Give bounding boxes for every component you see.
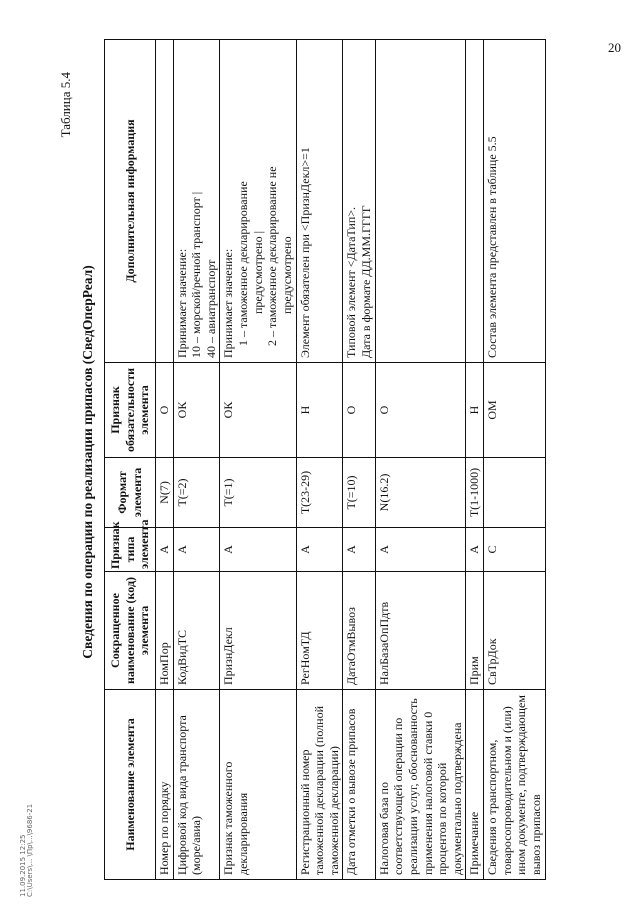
element-format-cell: N(16.2) <box>375 458 466 528</box>
element-format-cell: N(7) <box>155 458 173 528</box>
info-line: Состав элемента представлен в таблице 5.5 <box>485 136 499 358</box>
table-label: Таблица 5.4 <box>58 72 73 138</box>
element-format-cell: T(1-1000) <box>466 458 484 528</box>
info-line: предусмотрено <box>279 236 294 314</box>
info-line: 10 – морской/речной транспорт | <box>189 191 204 358</box>
element-name-cell: Дата отметки о вывозе припасов <box>343 690 375 880</box>
element-required-cell: ОМ <box>484 363 546 458</box>
info-line: Типовой элемент <ДатаТип>. <box>344 206 359 358</box>
table-title: Сведения по операции по реализации припасов (СведОперРеал) <box>80 265 95 659</box>
header-cell: Сокращенное наименование (код) элемента <box>105 572 156 690</box>
header-cell: Дополнительная информация <box>105 40 156 363</box>
info-line: Элемент обязателен при <ПризнДекл>=1 <box>297 147 312 358</box>
element-required-cell: О <box>343 363 375 458</box>
table-row <box>484 40 546 880</box>
additional-info-cell <box>155 40 173 363</box>
table-row <box>343 40 375 880</box>
info-line: 1 – таможенное декларирование <box>236 181 250 346</box>
header-cell: Наименование элемента <box>105 690 156 880</box>
element-name-cell: Цифровой код вида транспорта (море/авиа) <box>173 690 220 880</box>
info-line: Дата в формате ДД.ММ.ГГГГ <box>359 205 373 358</box>
element-type-cell: А <box>466 528 484 572</box>
element-type-cell: А <box>220 528 296 572</box>
element-type-cell: А <box>173 528 220 572</box>
element-name-cell: Сведения о транспортном, товаросопроводительном и (или) ином документе, подтверждающем вывоз припасов <box>484 690 546 880</box>
element-name-cell: Налоговая база по соответствующей операции по реализации услуг, обоснованность применения налоговой ставки 0 процентов по которой документально подтверждена <box>375 690 466 880</box>
table-row <box>375 40 466 880</box>
table-row <box>466 40 484 880</box>
element-required-cell: Н <box>296 363 343 458</box>
additional-info-cell <box>173 40 220 363</box>
additional-info-cell <box>375 40 466 363</box>
element-required-cell: ОК <box>220 363 296 458</box>
element-code-cell: РегНомТД <box>296 572 343 690</box>
table-row <box>155 40 173 880</box>
info-line: Принимает значение: <box>174 248 189 358</box>
element-format-cell: T(=1) <box>220 458 296 528</box>
element-format-cell: T(23-29) <box>296 458 343 528</box>
additional-info-cell <box>466 40 484 363</box>
header-cell: Признак обязательности элемента <box>105 363 156 458</box>
element-code-cell: НомПор <box>155 572 173 690</box>
header-cell: Признак типа элемента <box>105 528 156 572</box>
header-cell: Формат элемента <box>105 458 156 528</box>
element-required-cell: Н <box>466 363 484 458</box>
additional-info-cell <box>296 40 343 363</box>
element-name-cell: Признак таможенного декларирования <box>220 690 296 880</box>
elements-table <box>104 39 546 880</box>
rotated-table-sheet <box>56 32 561 892</box>
element-type-cell: А <box>155 528 173 572</box>
element-name-cell: Номер по порядку <box>155 690 173 880</box>
element-code-cell: Прим <box>466 572 484 690</box>
info-line: предусмотрено | <box>250 231 265 314</box>
element-code-cell: СвТрДок <box>484 572 546 690</box>
table-row <box>220 40 296 880</box>
table-header-row <box>105 40 156 880</box>
element-required-cell: ОК <box>173 363 220 458</box>
info-line: 40 – авиатранспорт <box>203 259 218 358</box>
additional-info-cell <box>220 40 296 363</box>
element-name-cell: Регистрационный номер таможенной декларации (полной таможенной декларации) <box>296 690 343 880</box>
info-line: Принимает значение: <box>221 248 236 358</box>
element-name-cell: Примечание <box>466 690 484 880</box>
additional-info-cell <box>484 40 546 363</box>
element-type-cell: А <box>343 528 375 572</box>
element-code-cell: НалБазаОпПдтв <box>375 572 466 690</box>
element-type-cell: А <box>296 528 343 572</box>
additional-info-cell <box>343 40 375 363</box>
info-line: 2 – таможенное декларирование не <box>265 166 280 346</box>
element-format-cell: T(=2) <box>173 458 220 528</box>
element-code-cell: КодВидТС <box>173 572 220 690</box>
table-row <box>296 40 343 880</box>
element-type-cell: А <box>375 528 466 572</box>
table-row <box>173 40 220 880</box>
element-format-cell <box>484 458 546 528</box>
file-stamp: 11.09.2015 12:25 <box>19 834 27 897</box>
element-format-cell: T(=10) <box>343 458 375 528</box>
element-code-cell: ДатаОтмВывоз <box>343 572 375 690</box>
page-number: 20 <box>608 40 621 55</box>
element-type-cell: С <box>484 528 546 572</box>
file-path-stamp: С:\Users\... \Пр\...\9686-21 <box>26 803 34 897</box>
element-required-cell: О <box>155 363 173 458</box>
element-code-cell: ПризнДекл <box>220 572 296 690</box>
element-required-cell: О <box>375 363 466 458</box>
